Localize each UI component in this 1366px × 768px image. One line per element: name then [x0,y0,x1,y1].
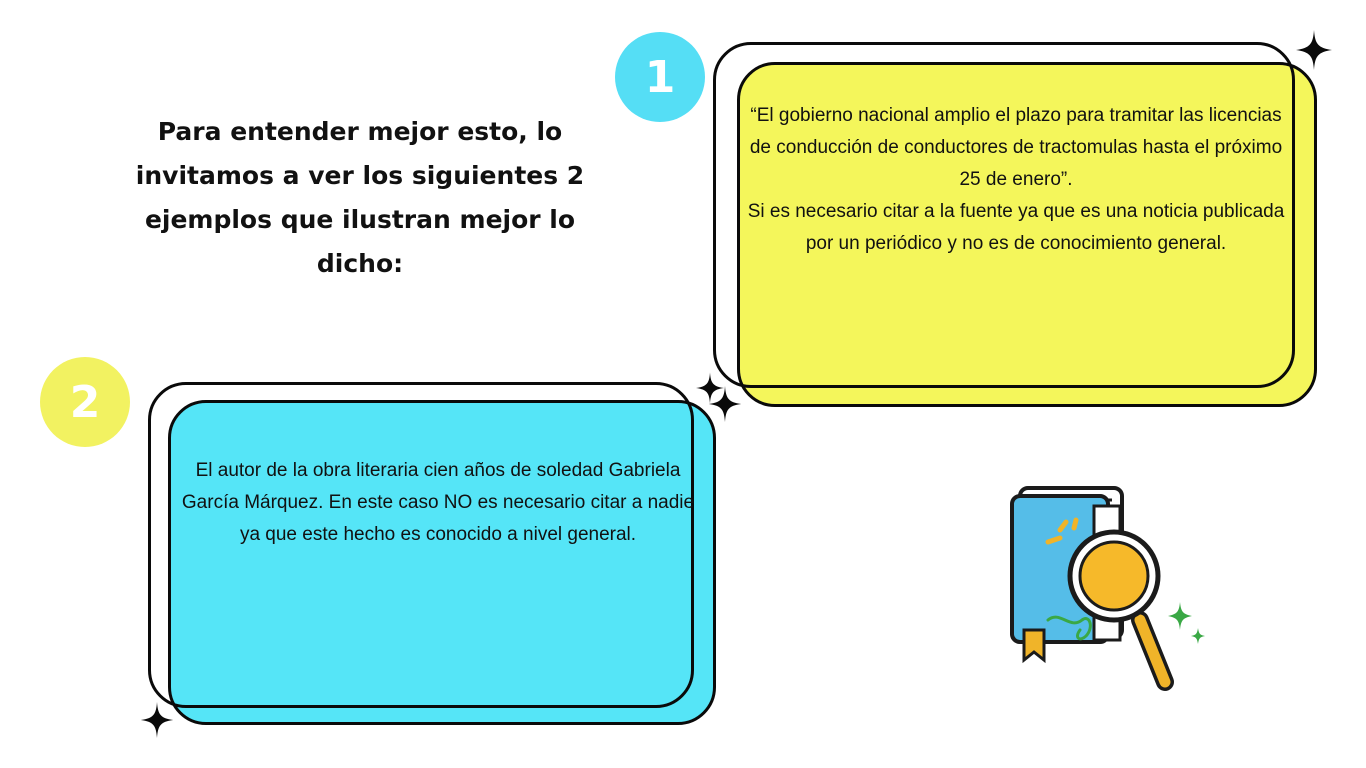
sparkle-icon [1296,30,1332,70]
example-1-card [742,100,1290,260]
example-2-text: El autor de la obra literaria cien años de soledad Gabriela García Márquez. En este caso NO es necesario citar a nadie ya que este hecho es conocido a nivel general. [181,460,695,545]
example-1-number-badge: 1 [615,32,705,122]
example-1-quote: “El gobierno nacional amplio el plazo para tramitar las licencias de conducción de conductores de tractomulas hasta el próximo 25 de enero”. [749,105,1283,190]
sparkle-icon [140,702,174,738]
book-magnifier-icon [990,470,1230,710]
example-2-number-badge: 2 [40,357,130,447]
sparkle-icon [708,386,742,422]
page-heading: Para entender mejor esto, lo invitamos a ver los siguientes 2 ejemplos que ilustran mejor lo dicho: [135,117,585,278]
example-1-explanation: Si es necesario citar a la fuente ya que es una noticia publicada por un periódico y no es de conocimiento general. [747,201,1285,254]
